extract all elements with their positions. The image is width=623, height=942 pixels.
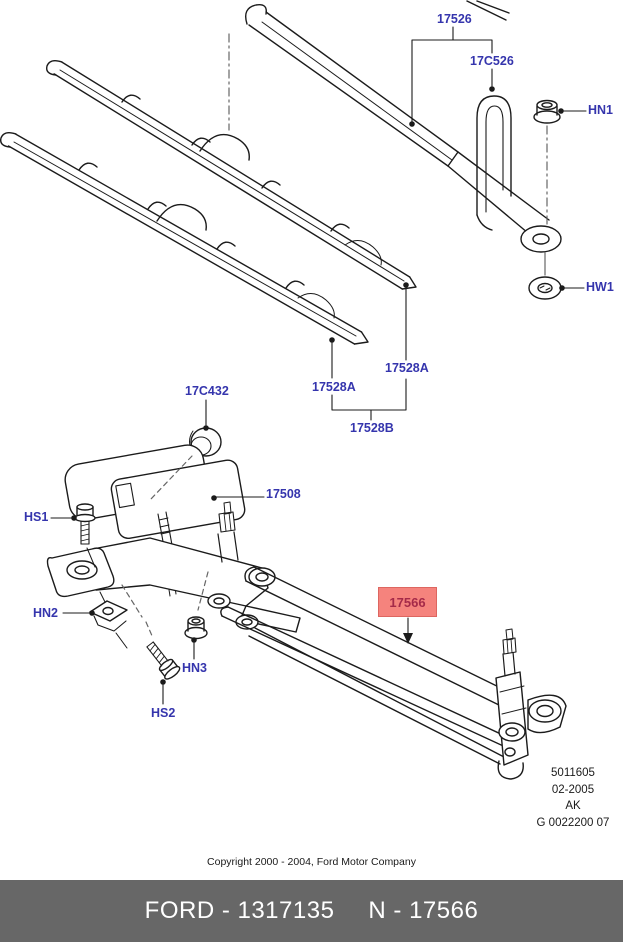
part-callout-17528b[interactable]: 17528B <box>350 421 394 435</box>
hw1-washer-drawing <box>529 277 561 299</box>
leader-lines <box>51 27 586 704</box>
plate-line: G 0022200 07 <box>536 816 610 829</box>
arm-cover-drawing <box>477 96 511 230</box>
part-callout-17528a-right[interactable]: 17528A <box>385 361 429 375</box>
footer-catalog-part-number: N - 17566 <box>368 897 479 924</box>
selected-part-callout-17566[interactable]: 17566 <box>378 587 437 617</box>
hn3-nut-drawing <box>185 617 207 639</box>
hs1-bolt-drawing <box>75 504 95 544</box>
wiper-blade-lower-drawing <box>1 133 368 344</box>
part-callout-hn1[interactable]: HN1 <box>588 103 614 117</box>
part-callout-hn2[interactable]: HN2 <box>33 606 59 620</box>
part-callout-hn3[interactable]: HN3 <box>182 661 208 675</box>
footer-brand-part-number: FORD - 1317135 <box>144 897 335 924</box>
plate-line: 5011605 <box>551 767 595 779</box>
part-callout-hs2[interactable]: HS2 <box>151 706 176 720</box>
part-callout-17c432[interactable]: 17C432 <box>185 384 229 398</box>
part-callout-hs1[interactable]: HS1 <box>24 510 49 524</box>
copyright-text: Copyright 2000 - 2004, Ford Motor Company <box>207 856 416 868</box>
part-callout-17508[interactable]: 17508 <box>266 487 301 501</box>
part-callout-hw1[interactable]: HW1 <box>586 280 614 294</box>
part-callout-17526[interactable]: 17526 <box>437 12 472 26</box>
hs2-bolt-drawing <box>143 639 182 681</box>
plate-line: 02-2005 <box>551 783 595 796</box>
hn2-clip-nut-drawing <box>90 601 127 648</box>
wiper-arm-drawing <box>246 1 561 252</box>
wiper-blade-upper-drawing <box>47 61 416 289</box>
plate-info <box>503 765 623 831</box>
hn1-nut-drawing <box>534 101 560 124</box>
footer-bar <box>0 880 623 942</box>
part-callout-17528a-left[interactable]: 17528A <box>312 380 356 394</box>
part-callout-17c526[interactable]: 17C526 <box>470 54 514 68</box>
plate-line: AK <box>565 800 581 812</box>
